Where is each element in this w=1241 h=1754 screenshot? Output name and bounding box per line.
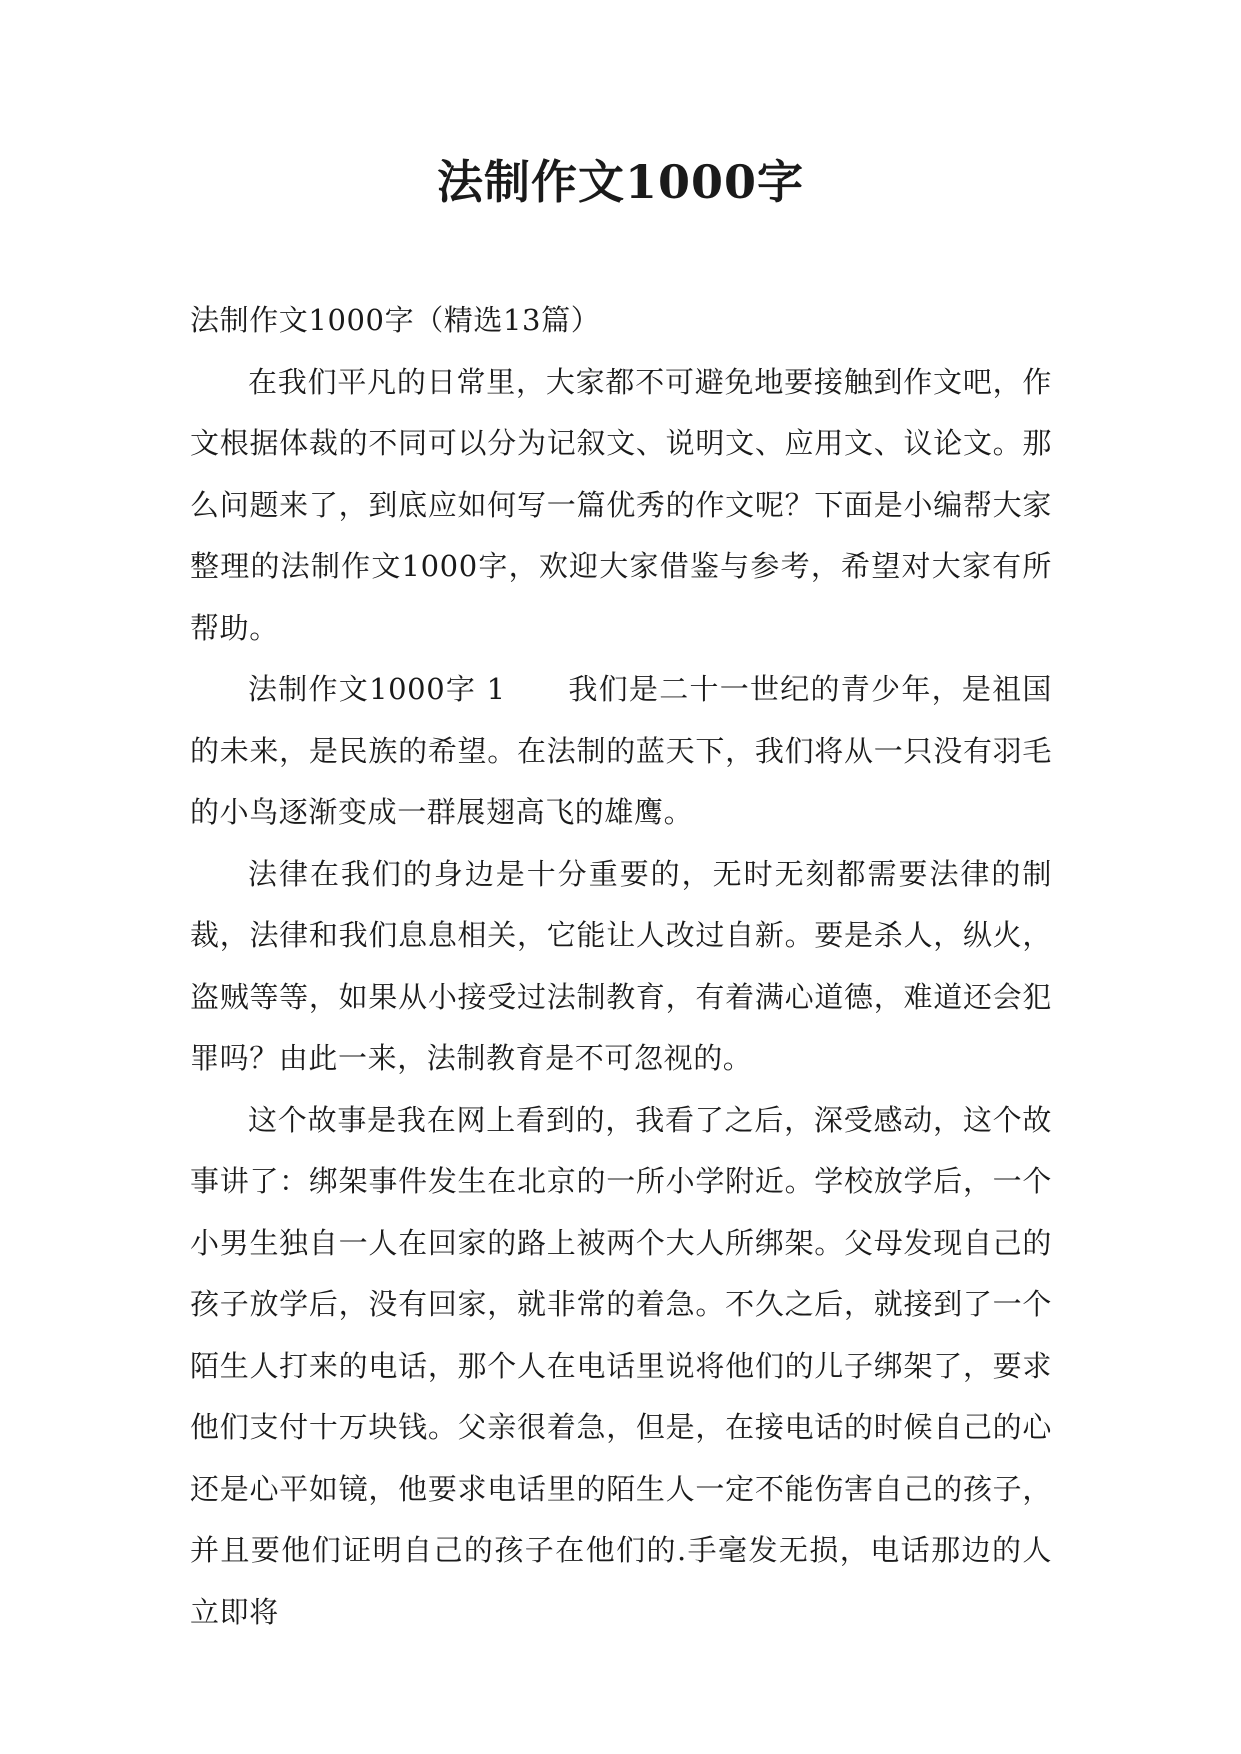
essay-paragraph: 这个故事是我在网上看到的，我看了之后，深受感动，这个故事讲了：绑架事件发生在北京的一所小学附近。学校放学后，一个小男生独自一人在回家的路上被两个大人所绑架。父母发现自己的孩子放学后，没有回家，就非常的着急。不久之后，就接到了一个陌生人打来的电话，那个人在电话里说将他们的儿子绑架了，要求他们支付十万块钱。父亲很着急，但是，在接电话的时候自己的心还是心平如镜，他要求电话里的陌生人一定不能伤害自己的孩子，并且要他们证明自己的孩子在他们的.手毫发无损，电话那边的人立即将: [190, 1102, 1052, 1629]
essay-heading: 法制作文1000字 1: [248, 672, 506, 706]
document-title: 法制作文1000字: [436, 155, 805, 209]
intro-paragraph: 在我们平凡的日常里，大家都不可避免地要接触到作文吧，作文根据体裁的不同可以分为记叙文、说明文、应用文、议论文。那么问题来了，到底应如何写一篇优秀的作文呢？下面是小编帮大家整理的法制作文1000字，欢迎大家借鉴与参考，希望对大家有所帮助。: [190, 364, 1052, 645]
document-body: [190, 290, 1052, 1643]
essay-paragraph: 法律在我们的身边是十分重要的，无时无刻都需要法律的制裁，法律和我们息息相关，它能让人改过自新。要是杀人，纵火，盗贼等等，如果从小接受过法制教育，有着满心道德，难道还会犯罪吗？由此一来，法制教育是不可忽视的。: [190, 856, 1052, 1075]
essay-first-paragraph: [190, 659, 1052, 844]
document-subtitle: 法制作文1000字（精选13篇）: [190, 303, 601, 337]
essay-first-text: 我们是二十一世纪的青少年，是祖国的未来，是民族的希望。在法制的蓝天下，我们将从一只没有羽毛的小鸟逐渐变成一群展翅高飞的雄鹰。: [190, 672, 1052, 829]
